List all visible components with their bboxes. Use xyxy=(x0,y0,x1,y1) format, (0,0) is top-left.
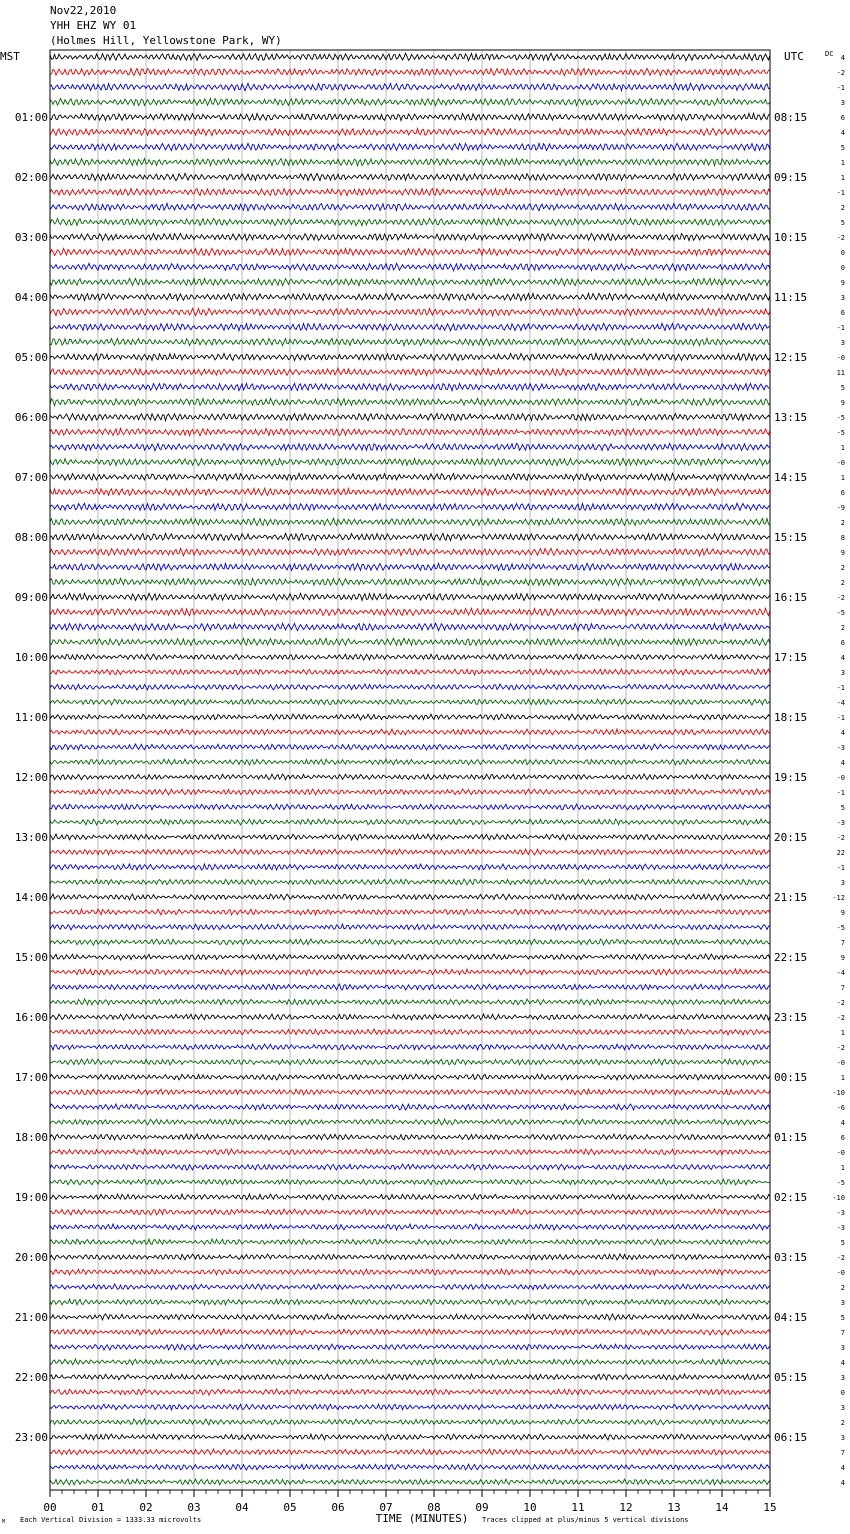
x-tick-label: 05 xyxy=(283,1501,297,1514)
seismic-trace xyxy=(50,969,770,975)
seismic-trace xyxy=(50,1134,770,1140)
dc-offset-label: 3 xyxy=(840,1404,845,1412)
dc-offset-label: 6 xyxy=(840,309,845,317)
dc-offset-label: 5 xyxy=(840,1314,845,1322)
dc-offset-label: 2 xyxy=(840,204,845,212)
seismic-trace xyxy=(50,1464,770,1470)
dc-offset-label: -2 xyxy=(836,1044,845,1052)
clip-note: Traces clipped at plus/minus 5 vertical divisions xyxy=(482,1516,689,1524)
left-hour-label: 08:00 xyxy=(14,531,48,544)
dc-offset-label: -0 xyxy=(836,354,845,362)
right-hour-label: 12:15 xyxy=(774,351,808,364)
dc-offset-label: 2 xyxy=(840,519,845,527)
dc-offset-label: 4 xyxy=(840,729,845,737)
seismic-trace xyxy=(50,1299,770,1305)
x-tick-label: 12 xyxy=(619,1501,633,1514)
dc-offset-label: 1 xyxy=(840,1074,845,1082)
left-hour-label: 10:00 xyxy=(14,651,48,664)
seismic-trace xyxy=(50,563,770,570)
seismic-trace xyxy=(50,234,770,241)
left-hour-label: 22:00 xyxy=(14,1371,48,1384)
dc-offset-label: -2 xyxy=(836,1254,845,1262)
dc-offset-label: -10 xyxy=(832,1194,845,1202)
right-hour-label: 01:15 xyxy=(774,1131,808,1144)
dc-offset-label: -0 xyxy=(836,459,845,467)
dc-offset-label: -2 xyxy=(836,1014,845,1022)
dc-offset-label: 3 xyxy=(840,99,845,107)
seismic-trace xyxy=(50,503,770,510)
dc-offset-label: 4 xyxy=(840,1464,845,1472)
dc-offset-label: -5 xyxy=(836,1179,845,1187)
seismic-trace xyxy=(50,384,770,391)
seismic-trace xyxy=(50,1029,770,1035)
seismic-trace xyxy=(50,249,770,256)
x-tick-label: 06 xyxy=(331,1501,345,1514)
scale-note: Each Vertical Division = 1333.33 microvolts xyxy=(20,1516,202,1524)
seismic-trace xyxy=(50,1074,770,1080)
seismic-trace xyxy=(50,1179,770,1185)
dc-offset-label: 2 xyxy=(840,564,845,572)
dc-offset-label: 4 xyxy=(840,54,845,62)
x-tick-label: 13 xyxy=(667,1501,681,1514)
seismic-trace xyxy=(50,443,770,451)
seismic-trace xyxy=(50,128,770,135)
seismic-trace xyxy=(50,323,770,330)
dc-offset-label: -0 xyxy=(836,1149,845,1157)
seismic-trace xyxy=(50,98,770,105)
seismic-trace xyxy=(50,1344,770,1350)
seismic-trace xyxy=(50,458,770,465)
x-axis-label: TIME (MINUTES) xyxy=(375,1512,469,1525)
dc-offset-label: -2 xyxy=(836,834,845,842)
dc-offset-label: 9 xyxy=(840,909,845,917)
dc-offset-label: 4 xyxy=(840,759,845,767)
seismic-trace xyxy=(50,1374,770,1380)
seismic-trace xyxy=(50,488,770,495)
seismic-trace xyxy=(50,1014,770,1020)
minute-gridlines xyxy=(98,50,722,1490)
seismic-trace xyxy=(50,684,770,690)
right-hour-label: 15:15 xyxy=(774,531,808,544)
dc-offset-label: 9 xyxy=(840,549,845,557)
seismic-trace xyxy=(50,804,770,810)
right-hour-label: 00:15 xyxy=(774,1071,808,1084)
dc-offset-label: 7 xyxy=(840,1329,845,1337)
seismic-trace xyxy=(50,999,770,1005)
left-hour-label: 07:00 xyxy=(14,471,48,484)
x-tick-label: 07 xyxy=(379,1501,393,1514)
dc-offset-label: 9 xyxy=(840,279,845,287)
seismic-trace xyxy=(50,939,770,945)
right-hour-label: 09:15 xyxy=(774,171,808,184)
right-hour-label: 18:15 xyxy=(774,711,808,724)
right-hour-label: 13:15 xyxy=(774,411,808,424)
dc-offset-label: 9 xyxy=(840,399,845,407)
dc-offset-label: 22 xyxy=(836,849,845,857)
seismic-trace xyxy=(50,864,770,870)
dc-offset-label: 6 xyxy=(840,114,845,122)
seismic-trace xyxy=(50,1044,770,1050)
left-hour-label: 04:00 xyxy=(14,291,48,304)
dc-offset-label: 3 xyxy=(840,339,845,347)
seismic-trace xyxy=(50,819,770,825)
seismic-trace xyxy=(50,1224,770,1230)
seismic-trace xyxy=(50,924,770,930)
dc-offset-label: 3 xyxy=(840,879,845,887)
seismic-trace xyxy=(50,1269,770,1275)
right-hour-label: 05:15 xyxy=(774,1371,808,1384)
seismic-trace xyxy=(50,1404,770,1410)
x-axis-ticks xyxy=(43,1490,776,1514)
right-hour-label: 19:15 xyxy=(774,771,808,784)
dc-offset-label: 3 xyxy=(840,1374,845,1382)
dc-offset-label: 2 xyxy=(840,1284,845,1292)
x-tick-label: 03 xyxy=(187,1501,201,1514)
left-hour-label: 20:00 xyxy=(14,1251,48,1264)
dc-offset-label: -0 xyxy=(836,1059,845,1067)
dc-offset-label: 6 xyxy=(840,1134,845,1142)
seismic-trace xyxy=(50,744,770,750)
dc-offset-label: 0 xyxy=(840,264,845,272)
dc-offset-label: 1 xyxy=(840,474,845,482)
seismic-trace xyxy=(50,638,770,645)
seismic-trace xyxy=(50,714,770,720)
dc-offset-label: -1 xyxy=(836,324,845,332)
seismic-trace xyxy=(50,984,770,990)
dc-offset-label: 3 xyxy=(840,1299,845,1307)
seismic-trace xyxy=(50,1089,770,1095)
dc-offset-label: 2 xyxy=(840,579,845,587)
seismic-trace xyxy=(50,1329,770,1335)
seismic-trace xyxy=(50,518,770,525)
dc-offset-label: -1 xyxy=(836,789,845,797)
seismic-trace xyxy=(50,413,770,420)
seismic-trace xyxy=(50,593,770,600)
footer-mark: M xyxy=(2,1519,6,1525)
dc-offset-label: 1 xyxy=(840,1029,845,1037)
seismic-trace xyxy=(50,578,770,585)
right-hour-label: 06:15 xyxy=(774,1431,808,1444)
left-hour-label: 01:00 xyxy=(14,111,48,124)
left-timezone-label: MST xyxy=(0,50,20,63)
dc-offset-label: -2 xyxy=(836,999,845,1007)
dc-offset-label: -2 xyxy=(836,594,845,602)
dc-offset-label: 1 xyxy=(840,159,845,167)
dc-offset-label: -2 xyxy=(836,234,845,242)
dc-offset-label: 3 xyxy=(840,294,845,302)
left-hour-label: 09:00 xyxy=(14,591,48,604)
dc-offset-label: 3 xyxy=(840,1434,845,1442)
left-hour-label: 23:00 xyxy=(14,1431,48,1444)
seismic-trace xyxy=(50,1434,770,1440)
dc-offset-label: 5 xyxy=(840,1239,845,1247)
right-hour-label: 10:15 xyxy=(774,231,808,244)
dc-offset-label: 1 xyxy=(840,1164,845,1172)
dc-offset-label: 4 xyxy=(840,654,845,662)
right-hour-label: 17:15 xyxy=(774,651,808,664)
seismic-trace xyxy=(50,909,770,915)
seismic-trace xyxy=(50,218,770,225)
seismic-trace xyxy=(50,1359,770,1365)
seismic-trace xyxy=(50,1254,770,1260)
seismic-trace xyxy=(50,158,770,165)
right-hour-label: 22:15 xyxy=(774,951,808,964)
seismic-trace xyxy=(50,278,770,286)
seismic-trace xyxy=(50,308,770,315)
seismic-trace xyxy=(50,729,770,735)
dc-offset-label: -12 xyxy=(832,894,845,902)
dc-offset-label: -6 xyxy=(836,1104,845,1112)
seismic-trace xyxy=(50,1479,770,1485)
dc-offset-label: 4 xyxy=(840,1359,845,1367)
seismic-trace xyxy=(50,368,770,375)
seismic-trace xyxy=(50,203,770,211)
dc-offset-label: 0 xyxy=(840,1389,845,1397)
dc-offset-label: 5 xyxy=(840,804,845,812)
seismic-trace xyxy=(50,759,770,765)
dc-offset-label: -3 xyxy=(836,744,845,752)
left-hour-label: 03:00 xyxy=(14,231,48,244)
dc-offset-label: 4 xyxy=(840,1119,845,1127)
dc-offset-label: -3 xyxy=(836,1209,845,1217)
seismic-trace xyxy=(50,1284,770,1290)
x-tick-label: 09 xyxy=(475,1501,489,1514)
dc-offset-label: 11 xyxy=(836,369,845,377)
dc-offset-label: 4 xyxy=(840,129,845,137)
right-hour-label: 11:15 xyxy=(774,291,808,304)
seismic-trace xyxy=(50,954,770,960)
x-tick-label: 10 xyxy=(523,1501,537,1514)
seismic-trace xyxy=(50,669,770,675)
seismic-trace xyxy=(50,849,770,855)
seismic-trace xyxy=(50,774,770,780)
seismic-trace xyxy=(50,1194,770,1200)
right-hour-label: 08:15 xyxy=(774,111,808,124)
left-hour-label: 13:00 xyxy=(14,831,48,844)
seismic-trace xyxy=(50,1314,770,1320)
right-hour-label: 03:15 xyxy=(774,1251,808,1264)
left-hour-label: 11:00 xyxy=(14,711,48,724)
x-tick-label: 02 xyxy=(139,1501,153,1514)
dc-offset-label: 6 xyxy=(840,489,845,497)
right-hour-label: 04:15 xyxy=(774,1311,808,1324)
left-hour-label: 16:00 xyxy=(14,1011,48,1024)
seismic-trace xyxy=(50,1149,770,1155)
dc-offset-label: -5 xyxy=(836,609,845,617)
x-tick-label: 04 xyxy=(235,1501,249,1514)
right-hour-label: 02:15 xyxy=(774,1191,808,1204)
header-station: YHH EHZ WY 01 xyxy=(50,19,137,32)
x-tick-label: 14 xyxy=(715,1501,729,1514)
x-tick-label: 08 xyxy=(427,1501,441,1514)
dc-offset-label: -3 xyxy=(836,819,845,827)
seismic-trace xyxy=(50,398,770,406)
seismic-trace xyxy=(50,263,770,271)
left-hour-label: 02:00 xyxy=(14,171,48,184)
dc-offset-label: -5 xyxy=(836,924,845,932)
right-hour-label: 14:15 xyxy=(774,471,808,484)
left-hour-labels xyxy=(15,111,48,1444)
dc-offset-label: -0 xyxy=(836,1269,845,1277)
right-timezone-label: UTC xyxy=(784,50,804,63)
seismic-trace xyxy=(50,338,770,345)
seismic-trace xyxy=(50,353,770,360)
dc-offset-label: -3 xyxy=(836,1224,845,1232)
x-tick-label: 11 xyxy=(571,1501,585,1514)
right-hour-label: 21:15 xyxy=(774,891,808,904)
seismic-trace xyxy=(50,789,770,795)
header-location: (Holmes Hill, Yellowstone Park, WY) xyxy=(50,34,282,47)
right-hour-label: 16:15 xyxy=(774,591,808,604)
seismic-trace xyxy=(50,1449,770,1455)
seismic-trace xyxy=(50,699,770,705)
dc-offset-label: -1 xyxy=(836,714,845,722)
seismic-trace xyxy=(50,1119,770,1125)
dc-offset-label: 2 xyxy=(840,624,845,632)
dc-offset-label: -9 xyxy=(836,504,845,512)
dc-offset-labels xyxy=(832,54,845,1487)
seismic-trace xyxy=(50,189,770,196)
dc-offset-label: 0 xyxy=(840,249,845,257)
dc-label: DC xyxy=(825,50,834,58)
seismic-trace xyxy=(50,608,770,615)
dc-offset-label: -1 xyxy=(836,684,845,692)
left-hour-label: 15:00 xyxy=(14,951,48,964)
dc-offset-label: -5 xyxy=(836,429,845,437)
dc-offset-label: 5 xyxy=(840,144,845,152)
x-tick-label: 01 xyxy=(91,1501,105,1514)
left-hour-label: 19:00 xyxy=(14,1191,48,1204)
x-tick-label: 00 xyxy=(43,1501,57,1514)
seismic-trace xyxy=(50,1389,770,1395)
left-hour-label: 18:00 xyxy=(14,1131,48,1144)
dc-offset-label: 2 xyxy=(840,1419,845,1427)
dc-offset-label: 1 xyxy=(840,444,845,452)
seismic-trace xyxy=(50,1104,770,1110)
seismic-trace xyxy=(50,894,770,900)
dc-offset-label: 1 xyxy=(840,174,845,182)
seismic-trace xyxy=(50,533,770,540)
dc-offset-label: 9 xyxy=(840,954,845,962)
seismic-trace xyxy=(50,1059,770,1065)
left-hour-label: 05:00 xyxy=(14,351,48,364)
seismic-trace xyxy=(50,473,770,480)
dc-offset-label: -1 xyxy=(836,189,845,197)
header-date: Nov22,2010 xyxy=(50,4,117,17)
dc-offset-label: 3 xyxy=(840,1344,845,1352)
dc-offset-label: 5 xyxy=(840,219,845,227)
left-hour-label: 12:00 xyxy=(14,771,48,784)
seismic-trace xyxy=(50,654,770,660)
left-hour-label: 14:00 xyxy=(14,891,48,904)
dc-offset-label: 3 xyxy=(840,669,845,677)
right-hour-label: 20:15 xyxy=(774,831,808,844)
seismic-trace xyxy=(50,548,770,555)
seismic-trace xyxy=(50,293,770,300)
seismic-trace xyxy=(50,173,770,180)
dc-offset-label: 7 xyxy=(840,1449,845,1457)
seismic-trace xyxy=(50,428,770,435)
dc-offset-label: 8 xyxy=(840,534,845,542)
dc-offset-label: 4 xyxy=(840,1479,845,1487)
right-hour-labels xyxy=(774,111,807,1444)
dc-offset-label: -5 xyxy=(836,414,845,422)
seismic-trace xyxy=(50,68,770,75)
seismic-trace xyxy=(50,53,770,60)
dc-offset-label: 7 xyxy=(840,939,845,947)
seismic-trace xyxy=(50,623,770,631)
seismic-trace xyxy=(50,879,770,885)
left-hour-label: 06:00 xyxy=(14,411,48,424)
dc-offset-label: 5 xyxy=(840,384,845,392)
right-hour-label: 23:15 xyxy=(774,1011,808,1024)
dc-offset-label: -0 xyxy=(836,774,845,782)
dc-offset-label: -4 xyxy=(836,699,845,707)
dc-offset-label: 6 xyxy=(840,639,845,647)
seismic-trace xyxy=(50,1419,770,1425)
seismic-trace xyxy=(50,83,770,90)
seismic-trace xyxy=(50,834,770,840)
dc-offset-label: -1 xyxy=(836,84,845,92)
left-hour-label: 17:00 xyxy=(14,1071,48,1084)
dc-offset-label: -10 xyxy=(832,1089,845,1097)
seismic-trace xyxy=(50,143,770,150)
left-hour-label: 21:00 xyxy=(14,1311,48,1324)
seismic-trace xyxy=(50,1164,770,1170)
seismic-trace xyxy=(50,113,770,120)
dc-offset-label: -4 xyxy=(836,969,845,977)
seismic-trace xyxy=(50,1209,770,1215)
dc-offset-label: 7 xyxy=(840,984,845,992)
seismic-traces xyxy=(50,53,770,1485)
dc-offset-label: -2 xyxy=(836,69,845,77)
dc-offset-label: -1 xyxy=(836,864,845,872)
seismic-trace xyxy=(50,1239,770,1245)
x-tick-label: 15 xyxy=(763,1501,777,1514)
